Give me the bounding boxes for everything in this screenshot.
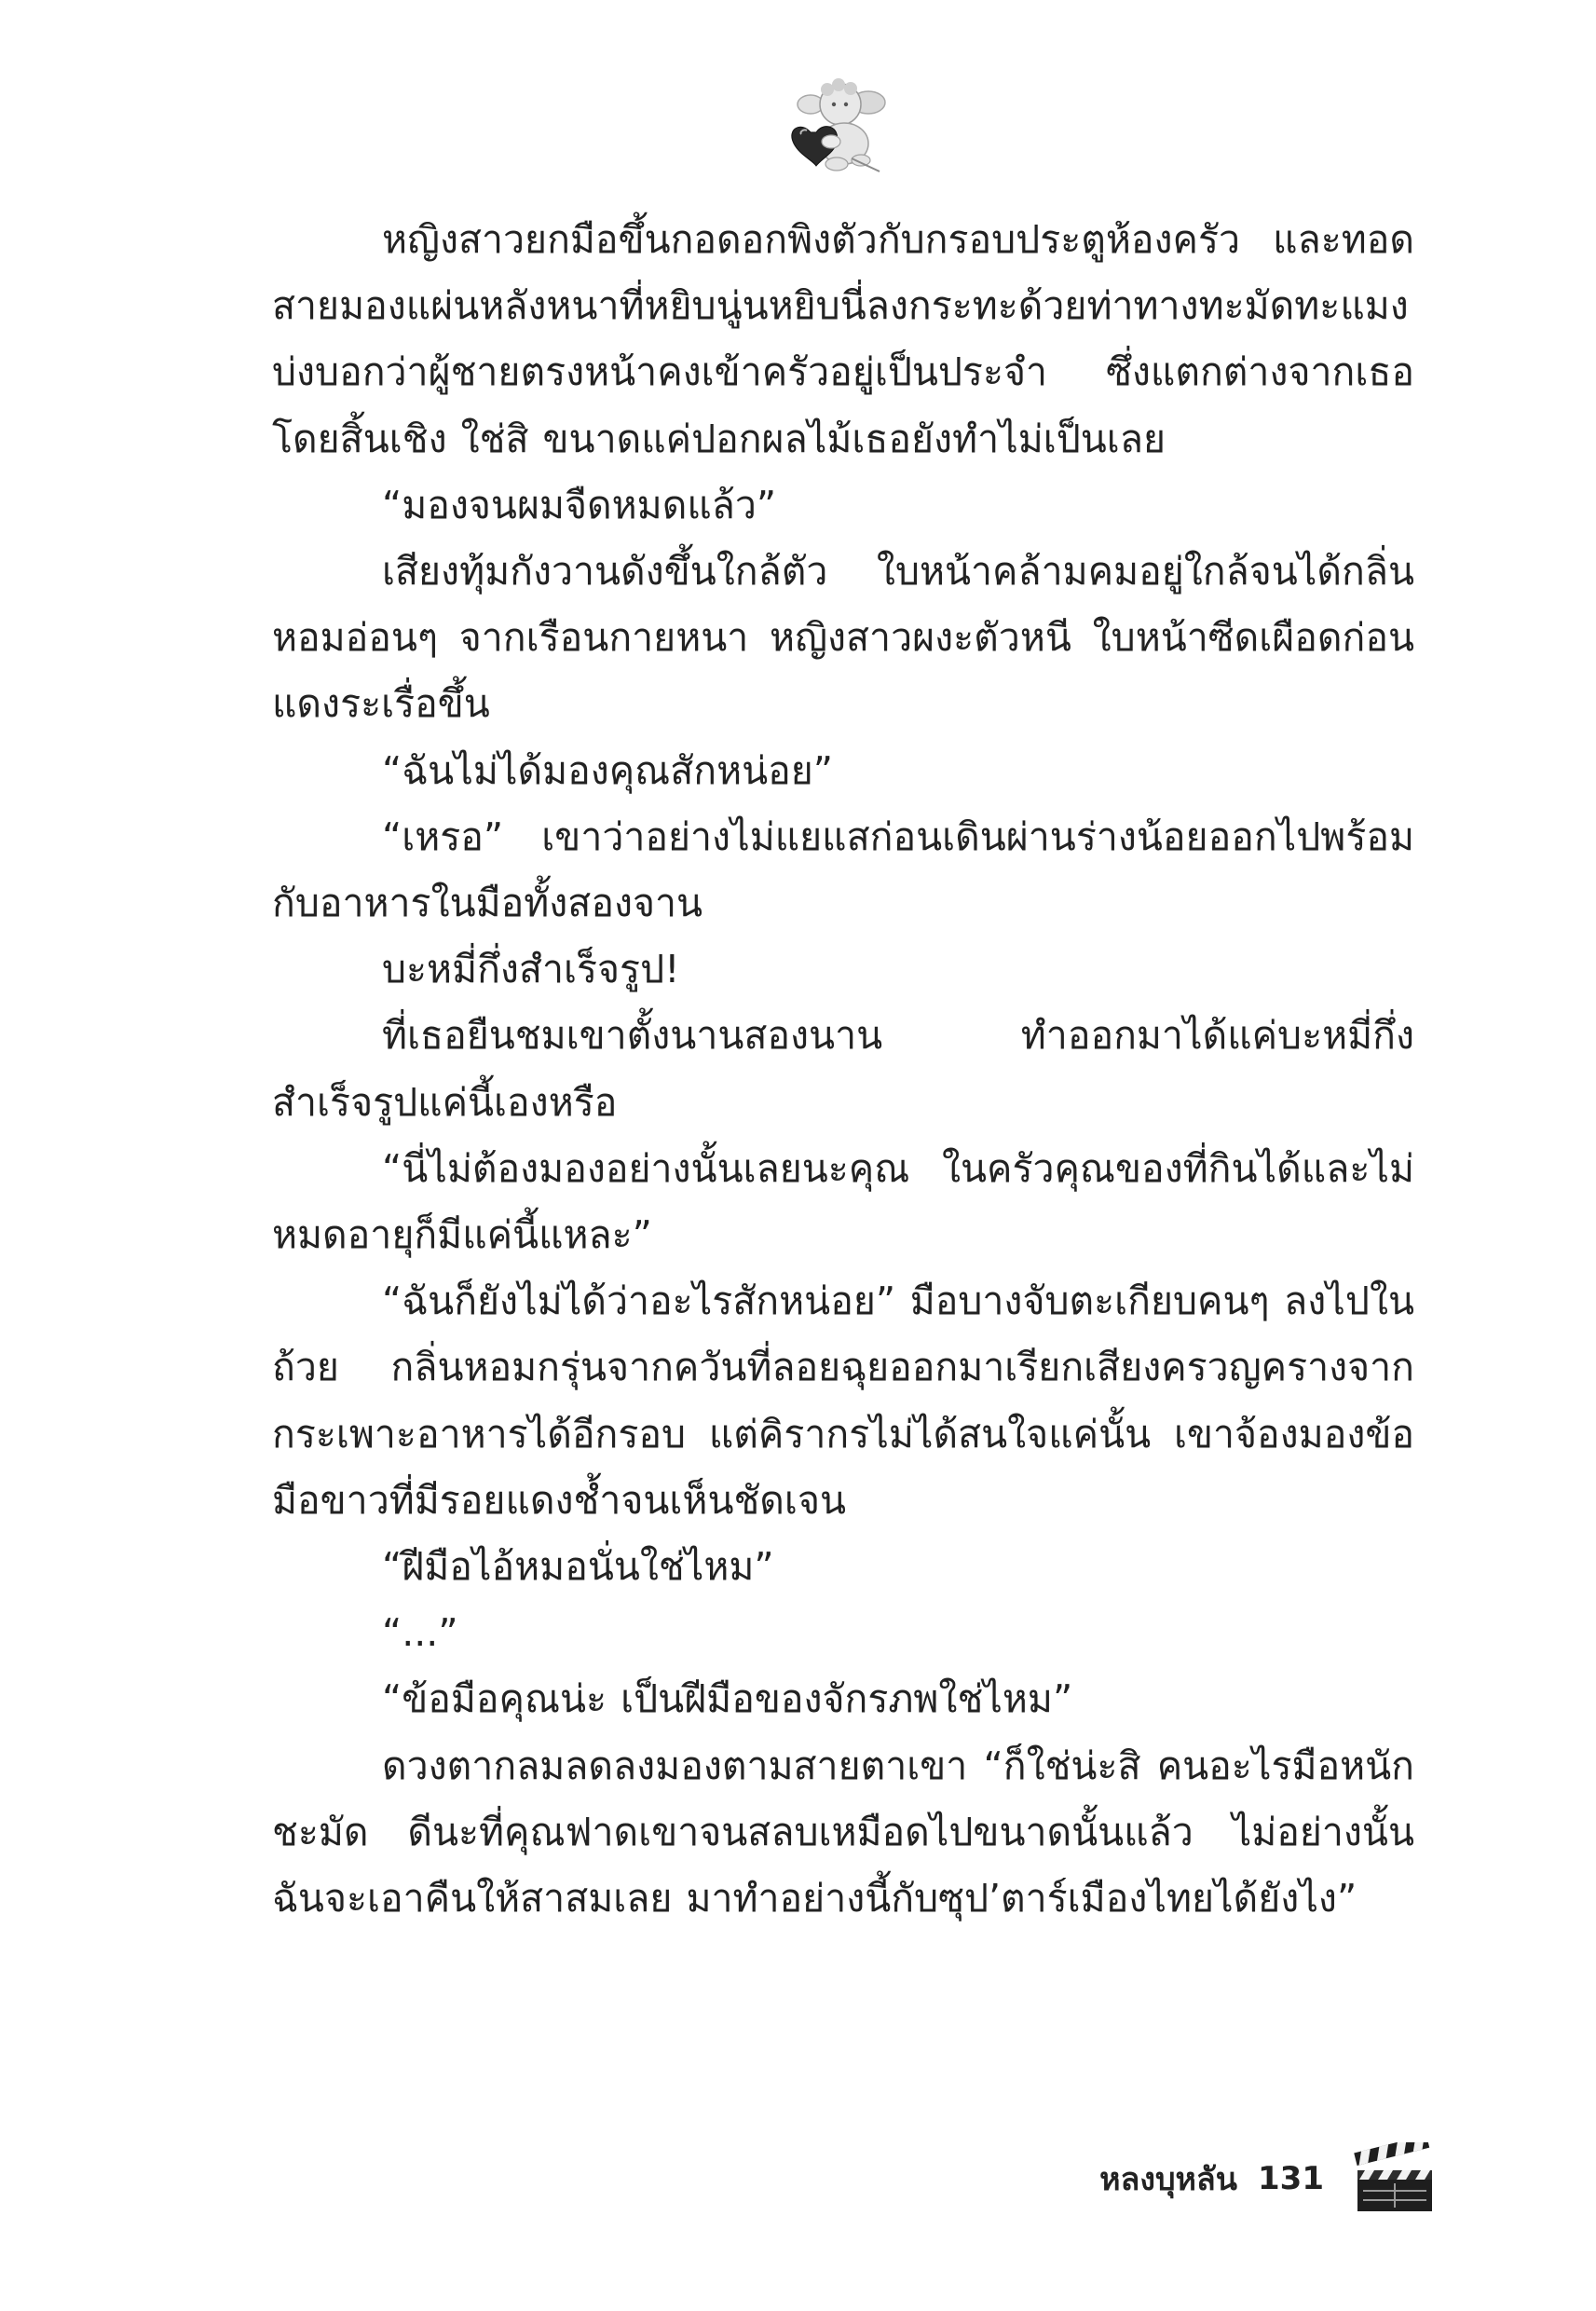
paragraph: “เหรอ” เขาว่าอย่างไม่แยแสก่อนเดินผ่านร่างน้อยออกไปพร้อมกับอาหารในมือทั้งสองจาน	[272, 814, 1414, 926]
cherub-heart-icon	[783, 67, 894, 179]
paragraph: หญิงสาวยกมือขึ้นกอดอกพิงตัวกับกรอบประตูห้องครัว และทอดสายมองแผ่นหลังหนาที่หยิบนู่นหยิบนี่ลงกระทะด้วยท่าทางทะมัดทะแมง บ่งบอกว่าผู้ชายตรงหน้าคงเข้าครัวอยู่เป็นประจำ ซึ่งแตกต่างจากเธอโดยสิ้นเชิง ใช่สิ ขนาดแค่ปอกผลไม้เธอยังทำไม่เป็นเลย	[272, 217, 1414, 461]
paragraph: บะหมี่กึ่งสำเร็จรูป!	[382, 947, 680, 992]
paragraph: “ฝีมือไอ้หมอนั่นใช่ไหม”	[382, 1544, 774, 1590]
clapperboard-icon	[1352, 2142, 1438, 2215]
paragraph: “นี่ไม่ต้องมองอย่างนั้นเลยนะคุณ ในครัวคุณของที่กินได้และไม่หมดอายุก็มีแค่นี้แหละ”	[272, 1145, 1414, 1258]
paragraph: ที่เธอยืนชมเขาตั้งนานสองนาน ทำออกมาได้แค่บะหมี่กึ่งสำเร็จรูปแค่นี้เองหรือ	[272, 1013, 1414, 1125]
paragraph: “ฉันก็ยังไม่ได้ว่าอะไรสักหน่อย” มือบางจับตะเกียบคนๆ ลงไปในถ้วย กลิ่นหอมกรุ่นจากควันที่ลอยฉุยออกมาเรียกเสียงครวญครางจากกระเพาะอาหารได้อีกรอบ แต่คิรากรไม่ได้สนใจแค่นั้น เขาจ้องมองข้อมือขาวที่มีรอยแดงช้ำจนเห็นชัดเจน	[272, 1279, 1414, 1523]
paragraph: “มองจนผมจืดหมดแล้ว”	[382, 482, 777, 527]
paragraph: “...”	[382, 1610, 458, 1656]
book-title: หลงบุหลัน	[1099, 2161, 1238, 2198]
page-footer	[1099, 2141, 1438, 2216]
paragraph: ดวงตากลมลดลงมองตามสายตาเขา “ก็ใช่น่ะสิ คนอะไรมือหนักชะมัด ดีนะที่คุณฟาดเขาจนสลบเหมือดไปขนาดนั้นแล้ว ไม่อย่างนั้นฉันจะเอาคืนให้สาสมเลย มาทำอย่างนี้กับซุป’ตาร์เมืองไทยได้ยังไง”	[272, 1743, 1414, 1921]
page-number: 131	[1258, 2160, 1324, 2197]
paragraph: เสียงทุ้มกังวานดังขึ้นใกล้ตัว ใบหน้าคล้ามคมอยู่ใกล้จนได้กลิ่นหอมอ่อนๆ จากเรือนกายหนา หญิงสาวผงะตัวหนี ใบหน้าซีดเผือดก่อนแดงระเรื่อขึ้น	[272, 549, 1414, 727]
body-text	[272, 207, 1414, 1932]
paragraph: “ฉันไม่ได้มองคุณสักหน่อย”	[382, 747, 834, 793]
paragraph: “ข้อมือคุณน่ะ เป็นฝีมือของจักรภพใช่ไหม”	[382, 1676, 1073, 1722]
